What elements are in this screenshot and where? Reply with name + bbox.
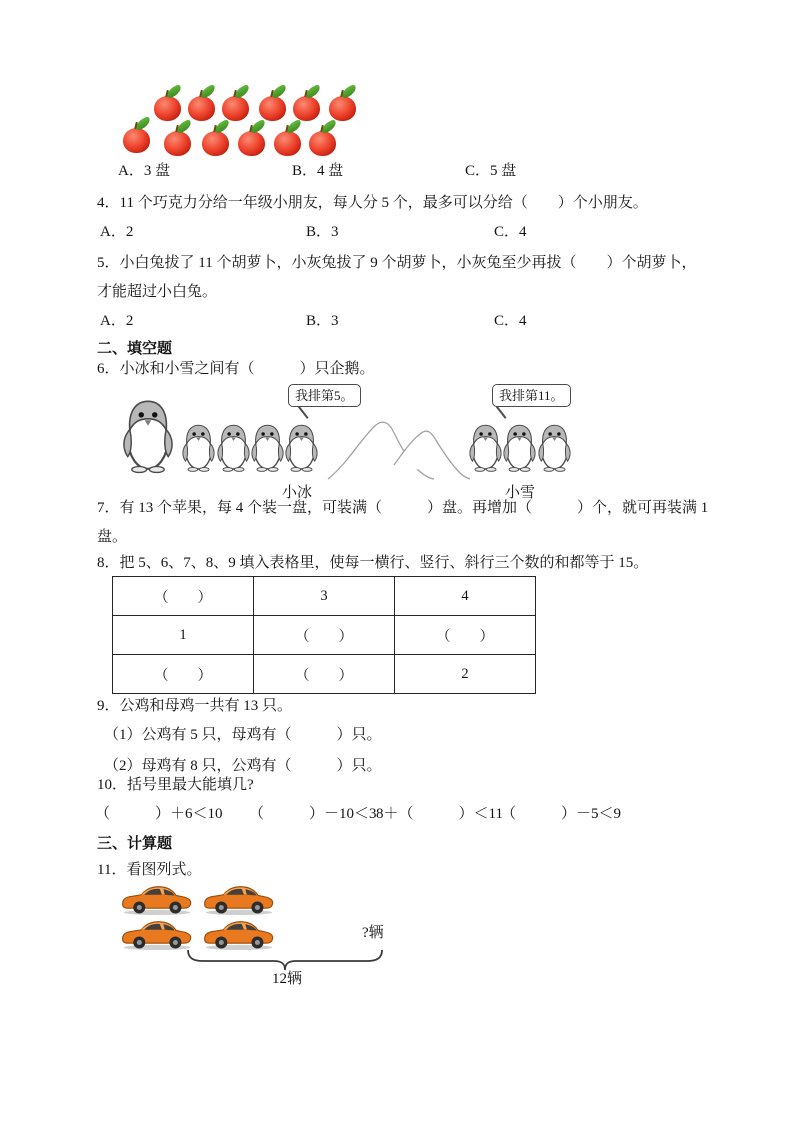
penguin-icon	[250, 415, 285, 474]
apple-icon	[329, 96, 356, 121]
penguin-icon	[537, 415, 572, 474]
section3-title: 三、计算题	[97, 836, 173, 852]
penguin-icon	[502, 415, 537, 474]
table-cell: （ ）	[254, 655, 395, 694]
q6-text: 6．小冰和小雪之间有（ ）只企鹅。	[97, 361, 375, 377]
table-cell: 1	[113, 616, 254, 655]
mountains-icon	[326, 413, 471, 481]
table-cell: （ ）	[254, 616, 395, 655]
table-cell: （ ）	[395, 616, 536, 655]
table-cell: （ ）	[113, 655, 254, 694]
apple-icon	[123, 128, 150, 153]
car-icon	[120, 917, 194, 951]
q11-text: 11．看图列式。	[97, 862, 202, 878]
q4-option-b: B．3	[306, 224, 339, 240]
q5-option-b: B．3	[306, 313, 339, 329]
table-cell: 2	[395, 655, 536, 694]
q10-expression-2: （ ）－10＜3	[249, 806, 377, 822]
penguin-icon	[216, 415, 251, 474]
q9-sub2: （2）母鸡有 8 只，公鸡有（ ）只。	[104, 758, 382, 774]
q3-option-b: B．4 盘	[292, 163, 344, 179]
apple-icon	[188, 96, 215, 121]
table-cell: 4	[395, 577, 536, 616]
penguin-icon	[468, 415, 503, 474]
table-cell: 3	[254, 577, 395, 616]
q8-text: 8．把 5、6、7、8、9 填入表格里，使每一横行、竖行、斜行三个数的和都等于 15。	[97, 555, 649, 571]
q4-option-c: C．4	[494, 224, 527, 240]
q9-sub1: （1）公鸡有 5 只，母鸡有（ ）只。	[104, 727, 382, 743]
mother-penguin-icon	[121, 387, 175, 475]
q9-text: 9．公鸡和母鸡一共有 13 只。	[97, 698, 293, 714]
q10-expression-1: （ ）＋6＜10	[95, 806, 223, 822]
apple-icon	[309, 131, 336, 156]
car-icon	[202, 882, 276, 916]
speech-bubble-left: 我排第5。	[288, 384, 361, 407]
table-cell: （ ）	[113, 577, 254, 616]
q4-text: 4．11 个巧克力分给一年级小朋友，每人分 5 个，最多可以分给（ ）个小朋友。	[97, 195, 648, 211]
unknown-count-label: ?辆	[362, 925, 384, 941]
speech-bubble-right: 我排第11。	[492, 384, 571, 407]
q5-text-line1: 5．小白兔拔了 11 个胡萝卜，小灰兔拔了 9 个胡萝卜，小灰兔至少再拔（ ）个胡萝卜，	[97, 255, 697, 271]
q4-option-a: A．2	[100, 224, 134, 240]
label-xiaobing: 小冰	[282, 485, 313, 501]
apple-icon	[222, 96, 249, 121]
total-count-label: 12辆	[272, 971, 303, 987]
car-icon	[202, 917, 276, 951]
q10-text: 10．括号里最大能填几?	[97, 777, 254, 793]
apple-icon	[164, 131, 191, 156]
q7-text-line2: 盘。	[97, 529, 128, 545]
q3-option-c: C．5 盘	[465, 163, 517, 179]
section2-title: 二、填空题	[97, 341, 173, 357]
apple-icon	[202, 131, 229, 156]
q10-expression-3: 8＋（ ）＜11	[376, 806, 503, 822]
apple-icon	[238, 131, 265, 156]
q3-option-a: A．3 盘	[118, 163, 171, 179]
apple-icon	[154, 96, 181, 121]
q10-expression-4: （ ）－5＜9	[501, 806, 622, 822]
apple-icon	[274, 131, 301, 156]
apple-icon	[259, 96, 286, 121]
q5-option-a: A．2	[100, 313, 134, 329]
q5-text-line2: 才能超过小白兔。	[97, 284, 218, 300]
q5-option-c: C．4	[494, 313, 527, 329]
car-icon	[120, 882, 194, 916]
label-xiaoxue: 小雪	[505, 485, 536, 501]
penguin-icon	[181, 415, 216, 474]
q8-table	[112, 576, 536, 694]
q7-text-line1: 7．有 13 个苹果，每 4 个装一盘，可装满（ ）盘。再增加（ ）个，就可再装满 1	[97, 500, 709, 516]
apple-icon	[293, 96, 320, 121]
penguin-icon	[284, 415, 319, 474]
